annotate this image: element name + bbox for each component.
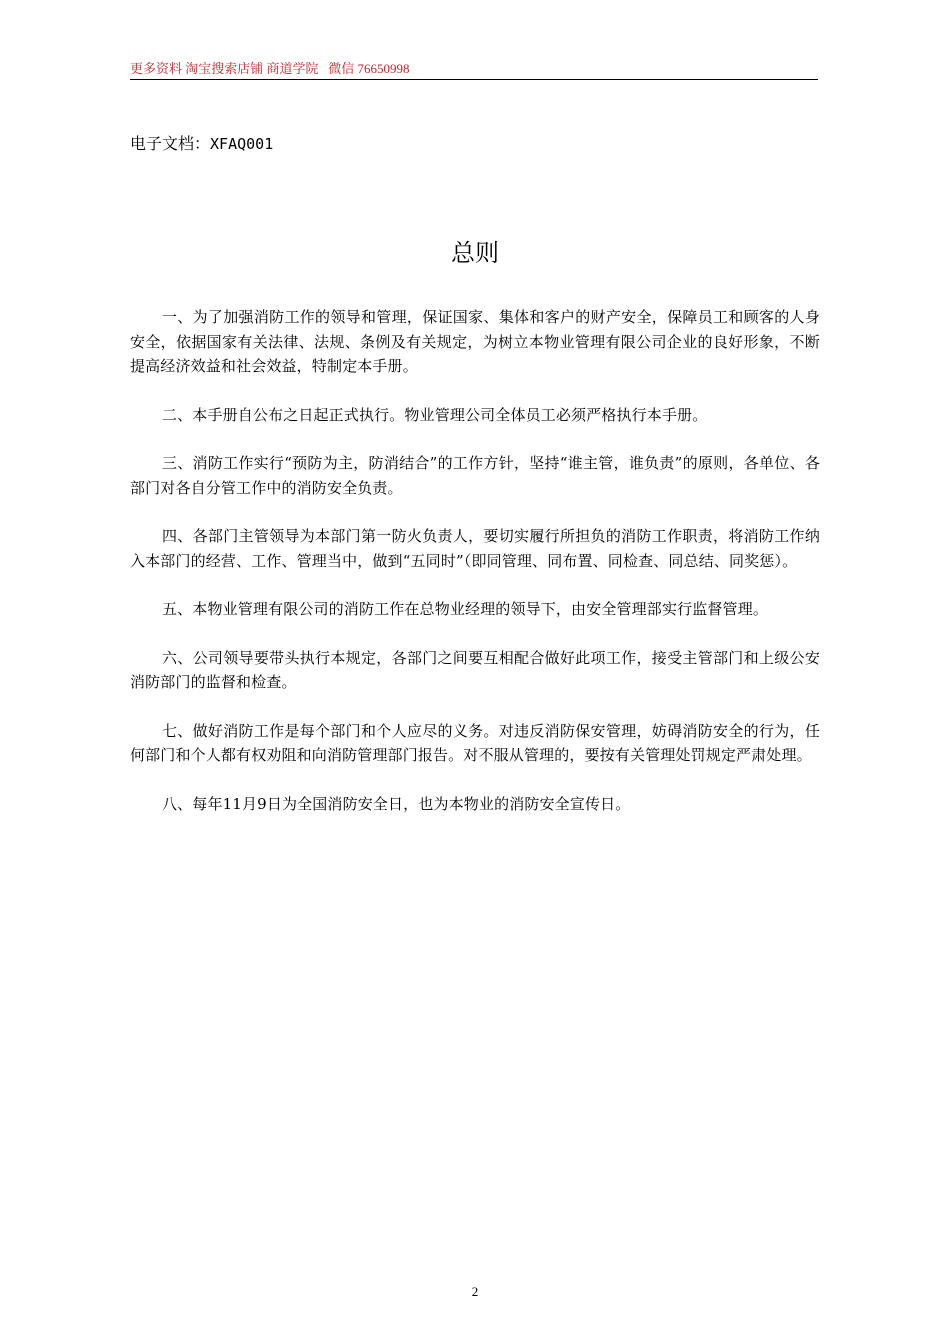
header-promo-text: 更多资料 淘宝搜索店铺 商道学院 微信 76650998 [130, 61, 410, 76]
article-list [130, 305, 820, 840]
article-5: 五、本物业管理有限公司的消防工作在总物业经理的领导下，由安全管理部实行监督管理。 [162, 600, 769, 618]
article-8: 八、每年11月9日为全国消防安全日，也为本物业的消防安全宣传日。 [162, 794, 631, 813]
document-id-label: 电子文档： [130, 134, 211, 153]
page-number: 2 [471, 1284, 479, 1299]
article-2: 二、本手册自公布之日起正式执行。物业管理公司全体员工必须严格执行本手册。 [162, 405, 708, 424]
document-id [130, 134, 273, 154]
article-7: 七、做好消防工作是每个部门和个人应尽的义务。对违反消防保安管理，妨碍消防安全的行为，任何部门和个人都有权劝阻和向消防管理部门报告。对不服从管理的，要按有关管理处罚规定严肃处理。 [130, 721, 820, 764]
article-3: 三、消防工作实行“预防为主，防消结合”的工作方针，坚持“谁主管，谁负责”的原则，各单位、各部门对各自分管工作中的消防安全负责。 [130, 454, 820, 497]
article-1: 一、为了加强消防工作的领导和管理，保证国家、集体和客户的财产安全，保障员工和顾客的人身安全，依据国家有关法律、法规、条例及有关规定，为树立本物业管理有限公司企业的良好形象，不断提高经济效益和社会效益，特制定本手册。 [130, 308, 820, 375]
page-title: 总则 [451, 239, 499, 267]
article-4: 四、各部门主管领导为本部门第一防火负责人，要切实履行所担负的消防工作职责，将消防工作纳入本部门的经营、工作、管理当中，做到“五同时”（即同管理、同布置、同检查、同总结、同奖惩）。 [130, 527, 820, 570]
page-header [130, 61, 818, 80]
document-id-code: XFAQ001 [210, 135, 274, 153]
article-6: 六、公司领导要带头执行本规定，各部门之间要互相配合做好此项工作，接受主管部门和上级公安消防部门的监督和检查。 [130, 648, 820, 691]
